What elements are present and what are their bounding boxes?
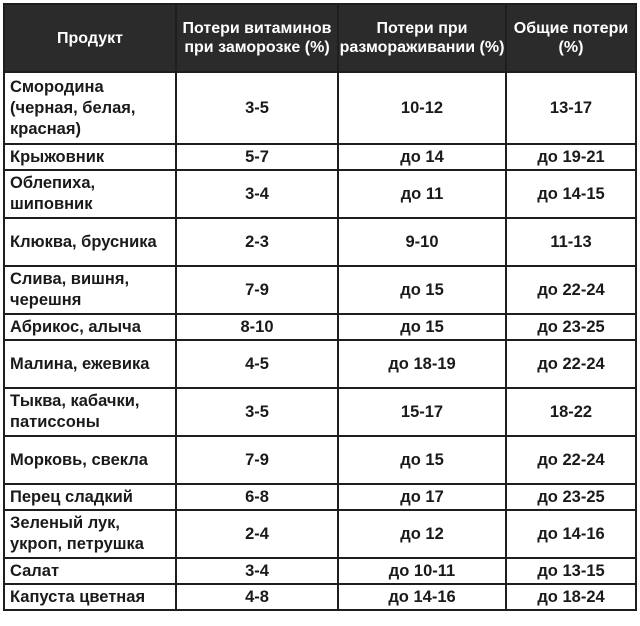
- cell-total: до 22-24: [506, 266, 636, 314]
- cell-product: Слива, вишня, черешня: [4, 266, 176, 314]
- cell-product: Морковь, свекла: [4, 436, 176, 484]
- cell-thaw: до 15: [338, 314, 506, 340]
- cell-product: Тыква, кабачки, патиссоны: [4, 388, 176, 436]
- header-total-loss: Общие потери (%): [506, 4, 636, 72]
- cell-product: Смородина (черная, белая, красная): [4, 72, 176, 144]
- cell-total: до 22-24: [506, 340, 636, 388]
- table-row: [4, 170, 636, 218]
- cell-total: до 18-24: [506, 584, 636, 610]
- table-row: [4, 144, 636, 170]
- header-thaw-loss: Потери при размораживании (%): [338, 4, 506, 72]
- cell-product: Салат: [4, 558, 176, 584]
- cell-thaw: до 15: [338, 266, 506, 314]
- vitamin-loss-table: [3, 3, 637, 611]
- cell-total: до 23-25: [506, 314, 636, 340]
- cell-thaw: до 14-16: [338, 584, 506, 610]
- table-body: [4, 72, 636, 610]
- cell-freeze: 3-5: [176, 388, 338, 436]
- table-row: [4, 72, 636, 144]
- cell-product: Капуста цветная: [4, 584, 176, 610]
- cell-freeze: 2-4: [176, 510, 338, 558]
- table-row: [4, 436, 636, 484]
- cell-freeze: 4-8: [176, 584, 338, 610]
- cell-freeze: 3-5: [176, 72, 338, 144]
- header-row: [4, 4, 636, 72]
- table-header: [4, 4, 636, 72]
- vitamin-loss-table-container: [3, 3, 635, 611]
- cell-product: Зеленый лук, укроп, петрушка: [4, 510, 176, 558]
- cell-thaw: 10-12: [338, 72, 506, 144]
- table-row: [4, 584, 636, 610]
- cell-thaw: до 11: [338, 170, 506, 218]
- cell-total: до 13-15: [506, 558, 636, 584]
- table-row: [4, 510, 636, 558]
- cell-freeze: 7-9: [176, 266, 338, 314]
- cell-thaw: до 14: [338, 144, 506, 170]
- cell-product: Малина, ежевика: [4, 340, 176, 388]
- cell-product: Перец сладкий: [4, 484, 176, 510]
- cell-product: Облепиха, шиповник: [4, 170, 176, 218]
- cell-total: до 23-25: [506, 484, 636, 510]
- table-row: [4, 484, 636, 510]
- table-row: [4, 218, 636, 266]
- cell-freeze: 3-4: [176, 558, 338, 584]
- table-row: [4, 314, 636, 340]
- cell-thaw: 15-17: [338, 388, 506, 436]
- cell-total: 18-22: [506, 388, 636, 436]
- cell-product: Клюква, брусника: [4, 218, 176, 266]
- cell-freeze: 5-7: [176, 144, 338, 170]
- table-row: [4, 558, 636, 584]
- cell-thaw: до 17: [338, 484, 506, 510]
- cell-freeze: 6-8: [176, 484, 338, 510]
- cell-freeze: 3-4: [176, 170, 338, 218]
- cell-thaw: до 12: [338, 510, 506, 558]
- cell-total: до 22-24: [506, 436, 636, 484]
- cell-freeze: 7-9: [176, 436, 338, 484]
- cell-thaw: до 18-19: [338, 340, 506, 388]
- table-row: [4, 266, 636, 314]
- header-freeze-loss: Потери витаминов при заморозке (%): [176, 4, 338, 72]
- cell-total: 11-13: [506, 218, 636, 266]
- cell-total: до 14-16: [506, 510, 636, 558]
- table-row: [4, 340, 636, 388]
- cell-product: Крыжовник: [4, 144, 176, 170]
- cell-freeze: 8-10: [176, 314, 338, 340]
- cell-freeze: 4-5: [176, 340, 338, 388]
- cell-thaw: до 15: [338, 436, 506, 484]
- cell-total: до 14-15: [506, 170, 636, 218]
- table-row: [4, 388, 636, 436]
- header-product: Продукт: [4, 4, 176, 72]
- cell-thaw: до 10-11: [338, 558, 506, 584]
- cell-total: до 19-21: [506, 144, 636, 170]
- cell-thaw: 9-10: [338, 218, 506, 266]
- cell-freeze: 2-3: [176, 218, 338, 266]
- cell-product: Абрикос, алыча: [4, 314, 176, 340]
- cell-total: 13-17: [506, 72, 636, 144]
